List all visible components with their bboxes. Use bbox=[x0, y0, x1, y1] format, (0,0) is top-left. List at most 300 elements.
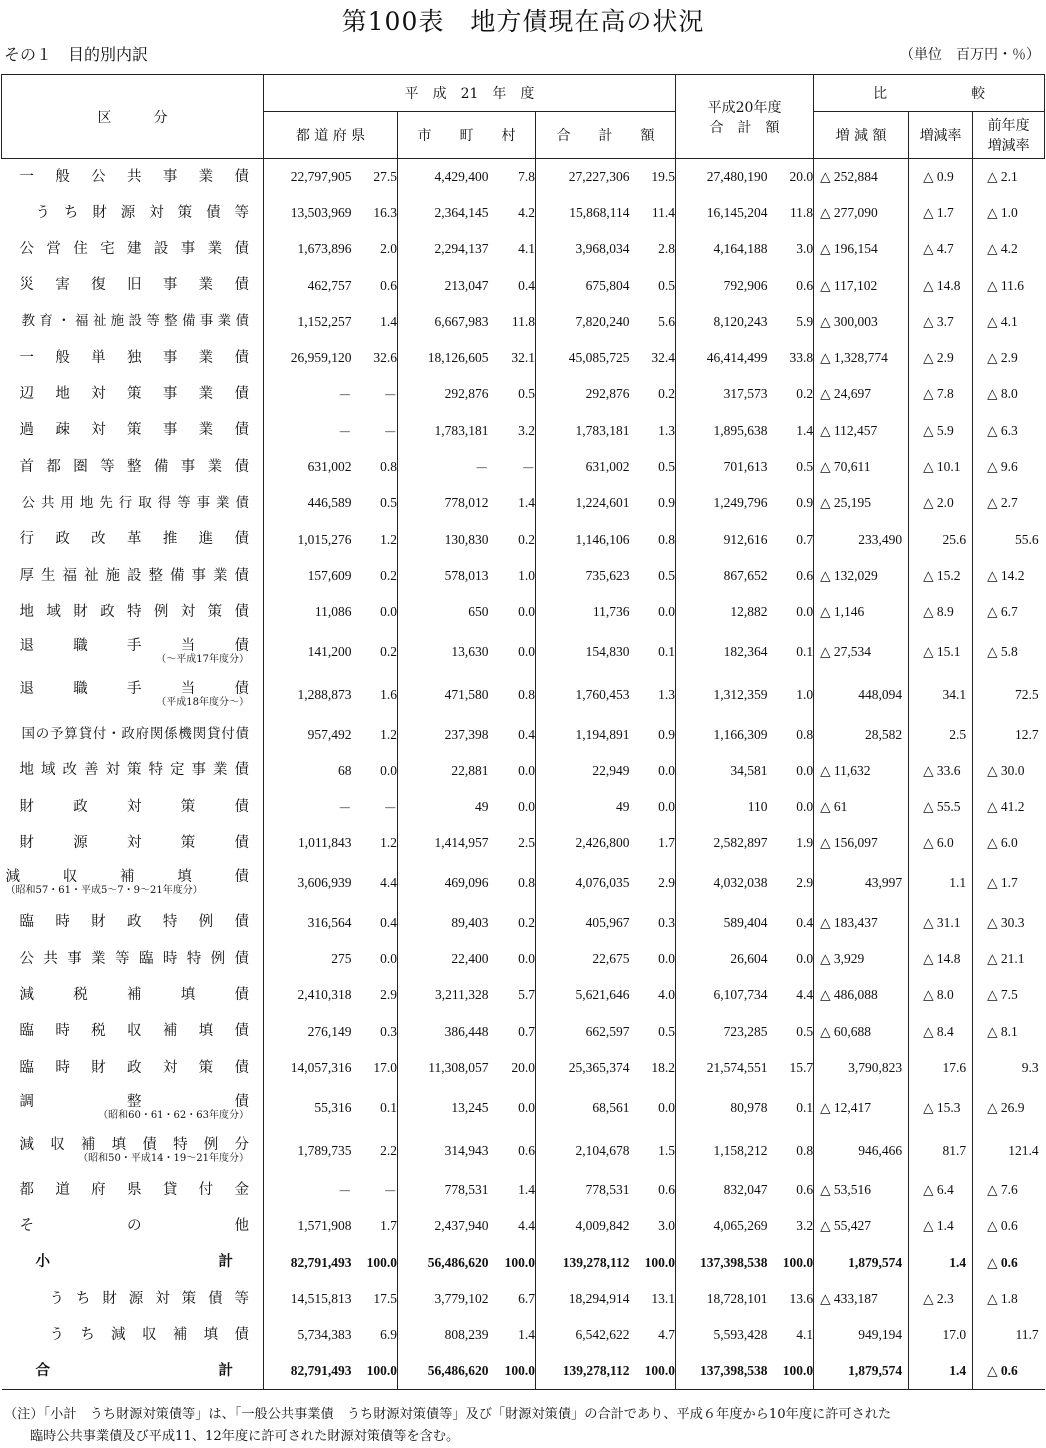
table-body bbox=[2, 159, 1045, 1390]
table-cell: 2.9 bbox=[630, 862, 676, 905]
table-cell: △ 30.0 bbox=[987, 762, 1025, 778]
table-cell: 0.5 bbox=[768, 1013, 814, 1049]
table-cell: 22,797,905 bbox=[290, 168, 352, 184]
row-label bbox=[2, 594, 264, 630]
table-cell: △ 196,154 bbox=[814, 231, 909, 267]
table-cell: △ 21.1 bbox=[987, 950, 1025, 966]
row-label bbox=[2, 340, 264, 376]
table-cell: 2.0 bbox=[352, 231, 398, 267]
table-cell: 0.0 bbox=[489, 594, 536, 630]
table-cell: △ 11.6 bbox=[987, 277, 1024, 293]
row-label-text: 一般公共事業債 bbox=[19, 168, 249, 185]
table-cell: 11.8 bbox=[489, 304, 536, 340]
table-cell: 1.7 bbox=[352, 1208, 398, 1244]
table-cell: 6.9 bbox=[352, 1317, 398, 1353]
table-cell: 386,448 bbox=[444, 1023, 489, 1039]
table-cell: 12,882 bbox=[730, 604, 768, 620]
table-row bbox=[2, 376, 1045, 412]
table-cell: 17.5 bbox=[352, 1281, 398, 1317]
debt-table bbox=[1, 74, 1045, 1390]
table-cell: 34.1 bbox=[909, 673, 973, 716]
table-cell: 130,830 bbox=[444, 531, 489, 547]
table-cell: 792,906 bbox=[723, 277, 768, 293]
table-cell: 33.8 bbox=[768, 340, 814, 376]
table-cell: △ 1.7 bbox=[909, 195, 973, 231]
table-cell: △ 0.6 bbox=[973, 1354, 1045, 1390]
table-cell: 0.4 bbox=[489, 716, 536, 752]
table-cell: △ 2.9 bbox=[987, 350, 1018, 366]
table-cell: △ 33.6 bbox=[909, 753, 973, 789]
table-cell: 5,734,383 bbox=[297, 1327, 352, 1343]
table-cell: △ 433,187 bbox=[814, 1281, 909, 1317]
table-cell: 0.0 bbox=[630, 789, 676, 825]
table-cell: △ 11,632 bbox=[814, 753, 909, 789]
table-cell: 631,002 bbox=[585, 459, 630, 475]
table-cell: 213,047 bbox=[444, 277, 489, 293]
table-cell: 1,414,957 bbox=[434, 835, 489, 851]
table-cell: 137,398,538 bbox=[700, 1254, 768, 1270]
table-row bbox=[2, 716, 1045, 752]
table-cell: 2,364,145 bbox=[434, 204, 489, 220]
table-cell: 4,009,842 bbox=[575, 1218, 630, 1234]
table-cell: 55.6 bbox=[1014, 531, 1039, 547]
table-cell: △ 31.1 bbox=[909, 905, 973, 941]
row-label-note: （昭和60・61・62・63年度分） bbox=[98, 1109, 249, 1121]
table-row bbox=[2, 521, 1045, 557]
table-row bbox=[2, 1281, 1045, 1317]
table-row bbox=[2, 753, 1045, 789]
table-cell: △ 5.9 bbox=[909, 413, 973, 449]
table-cell: 0.2 bbox=[489, 905, 536, 941]
table-cell: 72.5 bbox=[1014, 686, 1039, 702]
table-cell: 0.0 bbox=[352, 594, 398, 630]
table-cell: 631,002 bbox=[307, 459, 352, 475]
row-label bbox=[2, 673, 264, 716]
table-cell: 11,086 bbox=[314, 604, 352, 620]
table-cell: 32.4 bbox=[630, 340, 676, 376]
table-cell: 832,047 bbox=[723, 1182, 768, 1198]
row-label bbox=[2, 1208, 264, 1244]
table-cell: 4.4 bbox=[352, 862, 398, 905]
table-cell: △ 2.1 bbox=[987, 168, 1018, 184]
table-cell: 26,604 bbox=[730, 950, 768, 966]
table-cell: － bbox=[338, 424, 352, 440]
table-cell: － bbox=[352, 413, 398, 449]
table-cell: 0.7 bbox=[489, 1013, 536, 1049]
table-cell: 0.4 bbox=[352, 905, 398, 941]
table-row bbox=[2, 905, 1045, 941]
table-cell: 675,804 bbox=[585, 277, 630, 293]
table-cell: 0.2 bbox=[352, 558, 398, 594]
table-cell: 139,278,112 bbox=[562, 1254, 630, 1270]
table-cell: △ 183,437 bbox=[814, 905, 909, 941]
table-cell: △ 277,090 bbox=[814, 195, 909, 231]
table-cell: 0.9 bbox=[630, 716, 676, 752]
row-label bbox=[2, 1172, 264, 1208]
table-cell: 3,211,328 bbox=[435, 987, 489, 1003]
row-label-note: （～平成17年度分） bbox=[156, 653, 249, 665]
table-cell: 1,146,106 bbox=[575, 531, 630, 547]
table-cell: 0.5 bbox=[630, 558, 676, 594]
row-label-text: 都道府県貸付金 bbox=[19, 1181, 249, 1198]
table-cell: 2.9 bbox=[768, 862, 814, 905]
table-cell: △ 156,097 bbox=[814, 825, 909, 861]
table-cell: 43,997 bbox=[814, 862, 909, 905]
row-label bbox=[2, 753, 264, 789]
table-cell: 22,675 bbox=[592, 950, 630, 966]
table-cell: 233,490 bbox=[814, 521, 909, 557]
row-label-text: 首都圏等整備事業債 bbox=[19, 458, 249, 475]
table-cell: 0.3 bbox=[352, 1013, 398, 1049]
table-cell: △ 15.2 bbox=[909, 558, 973, 594]
table-cell: △ 26.9 bbox=[987, 1099, 1025, 1115]
header-diff: 増 減 額 bbox=[814, 112, 909, 159]
table-cell: 12.7 bbox=[1014, 726, 1039, 742]
table-cell: 2,582,897 bbox=[713, 835, 768, 851]
table-cell: 778,012 bbox=[444, 495, 489, 511]
row-label bbox=[2, 630, 264, 673]
table-cell: 9.3 bbox=[1021, 1059, 1039, 1075]
table-cell: 1,158,212 bbox=[713, 1142, 768, 1158]
row-label-text: 公共用地先行取得等事業債 bbox=[21, 494, 249, 511]
table-cell: 469,096 bbox=[444, 875, 489, 891]
table-cell: － bbox=[352, 376, 398, 412]
table-cell: 6,107,734 bbox=[713, 987, 768, 1003]
header-muni: 市 町 村 bbox=[398, 112, 536, 159]
table-cell: △ 8.4 bbox=[909, 1013, 973, 1049]
table-row bbox=[2, 413, 1045, 449]
row-label-text: 小計 bbox=[35, 1253, 233, 1271]
row-label-note: （平成18年度分～） bbox=[156, 696, 249, 708]
row-label-text: 調整債 bbox=[19, 1093, 249, 1110]
footnote-line2: 臨時公共事業債及び平成11、12年度に許可された財源対策債等を含む。 bbox=[30, 1429, 460, 1444]
row-label bbox=[2, 267, 264, 303]
table-cell: 4,164,188 bbox=[713, 241, 768, 257]
table-row bbox=[2, 304, 1045, 340]
table-cell: △ 7.8 bbox=[909, 376, 973, 412]
row-label bbox=[2, 1245, 264, 1281]
table-cell: 11.8 bbox=[768, 195, 814, 231]
table-cell: 11,736 bbox=[592, 604, 630, 620]
header-h20-line2: 合 計 額 bbox=[709, 119, 780, 136]
table-cell: 4.4 bbox=[768, 977, 814, 1013]
footnote-line1: （注）「小計 うち財源対策債等」は、「一般公共事業債 うち財源対策債等」及び「財源対策債」の合計であり、平成６年度から10年度に許可された bbox=[4, 1407, 892, 1422]
table-cell: △ 25,195 bbox=[814, 485, 909, 521]
table-row bbox=[2, 1317, 1045, 1353]
row-label-note: （昭和57・61・平成5～7・9～21年度分） bbox=[5, 885, 203, 897]
table-cell: 110 bbox=[747, 799, 768, 815]
table-cell: 1.0 bbox=[768, 673, 814, 716]
row-label-text: 公共事業等臨時特例債 bbox=[19, 950, 249, 967]
table-cell: 1,783,181 bbox=[434, 422, 489, 438]
table-cell: 2,437,940 bbox=[434, 1218, 489, 1234]
table-cell: 13.1 bbox=[630, 1281, 676, 1317]
table-cell: 13,503,969 bbox=[290, 204, 352, 220]
table-cell: 6,667,983 bbox=[434, 313, 489, 329]
table-cell: 68,561 bbox=[592, 1099, 630, 1115]
table-cell: 0.5 bbox=[768, 449, 814, 485]
table-cell: 89,403 bbox=[451, 914, 489, 930]
row-label bbox=[2, 485, 264, 521]
table-cell: 0.0 bbox=[630, 594, 676, 630]
table-cell: 34,581 bbox=[730, 762, 768, 778]
table-cell: 27.5 bbox=[352, 159, 398, 195]
table-cell: 0.8 bbox=[489, 862, 536, 905]
table-cell: △ 0.9 bbox=[909, 159, 973, 195]
table-cell: 0.1 bbox=[768, 1086, 814, 1129]
table-cell: 1,288,873 bbox=[297, 686, 352, 702]
table-cell: 20.0 bbox=[489, 1050, 536, 1086]
table-cell: 1,760,453 bbox=[575, 686, 630, 702]
table-row bbox=[2, 594, 1045, 630]
table-cell: 4.0 bbox=[630, 977, 676, 1013]
table-cell: 18,728,101 bbox=[706, 1291, 768, 1307]
table-cell: 100.0 bbox=[630, 1245, 676, 1281]
table-cell: 0.2 bbox=[630, 376, 676, 412]
table-cell: △ 8.1 bbox=[987, 1023, 1018, 1039]
table-cell: 5.6 bbox=[630, 304, 676, 340]
row-label bbox=[2, 716, 264, 752]
row-label-text: うち減収補填債 bbox=[49, 1327, 249, 1344]
row-label bbox=[2, 1050, 264, 1086]
row-label-text: 国の予算貸付・政府関係機関貸付債 bbox=[21, 725, 249, 742]
table-cell: △ 14.2 bbox=[987, 567, 1025, 583]
row-label-text: 公営住宅建設事業債 bbox=[19, 240, 249, 257]
table-cell: △ 6.7 bbox=[987, 604, 1018, 620]
table-cell: 2,410,318 bbox=[297, 987, 352, 1003]
row-label bbox=[2, 231, 264, 267]
table-cell: 0.1 bbox=[352, 1086, 398, 1129]
row-label-text: 減税補填債 bbox=[19, 986, 249, 1003]
table-cell: 22,881 bbox=[451, 762, 489, 778]
row-label bbox=[2, 558, 264, 594]
table-cell: 0.1 bbox=[768, 630, 814, 673]
table-cell: 446,589 bbox=[307, 495, 352, 511]
table-cell: 55,316 bbox=[314, 1099, 352, 1115]
table-cell: 17.6 bbox=[909, 1050, 973, 1086]
table-cell: 100.0 bbox=[768, 1245, 814, 1281]
table-cell: 2.5 bbox=[909, 716, 973, 752]
table-cell: 46,414,499 bbox=[706, 350, 768, 366]
table-cell: △ 1.0 bbox=[987, 204, 1018, 220]
table-cell: 0.0 bbox=[630, 1086, 676, 1129]
table-cell: 778,531 bbox=[444, 1182, 489, 1198]
row-label bbox=[2, 862, 264, 905]
table-cell: 912,616 bbox=[723, 531, 768, 547]
table-cell: 3,779,102 bbox=[434, 1291, 489, 1307]
table-cell: 1.6 bbox=[352, 673, 398, 716]
table-cell: △ 14.8 bbox=[909, 267, 973, 303]
table-cell: － bbox=[352, 789, 398, 825]
row-label-text: 行政改革推進債 bbox=[19, 531, 249, 548]
table-cell: 316,564 bbox=[307, 914, 352, 930]
table-cell: △ 55,427 bbox=[814, 1208, 909, 1244]
table-cell: 17.0 bbox=[352, 1050, 398, 1086]
table-cell: 292,876 bbox=[585, 386, 630, 402]
table-cell: △ 6.0 bbox=[909, 825, 973, 861]
table-cell: 275 bbox=[331, 950, 352, 966]
table-cell: △ 9.6 bbox=[987, 459, 1018, 475]
row-label-text: 災害復旧事業債 bbox=[19, 277, 249, 294]
table-cell: 2.5 bbox=[489, 825, 536, 861]
row-label bbox=[2, 905, 264, 941]
table-cell: △ 14.8 bbox=[909, 941, 973, 977]
table-cell: △ 15.3 bbox=[909, 1086, 973, 1129]
table-row bbox=[2, 558, 1045, 594]
table-cell: 1.4 bbox=[489, 1172, 536, 1208]
table-cell: 1.1 bbox=[909, 862, 973, 905]
table-cell: △ 300,003 bbox=[814, 304, 909, 340]
table-cell: 0.6 bbox=[489, 1129, 536, 1172]
table-cell: 723,285 bbox=[723, 1023, 768, 1039]
table-cell: 8,120,243 bbox=[713, 313, 768, 329]
table-cell: 13,630 bbox=[451, 643, 489, 659]
table-cell: △ 55.5 bbox=[909, 789, 973, 825]
table-cell: △ 0.6 bbox=[987, 1218, 1018, 1234]
table-cell: 1,673,896 bbox=[297, 241, 352, 257]
header-h20-line1: 平成20年度 bbox=[707, 99, 782, 116]
row-label-text: 臨時税収補填債 bbox=[19, 1023, 249, 1040]
table-cell: 0.0 bbox=[489, 753, 536, 789]
table-cell: △ 8.9 bbox=[909, 594, 973, 630]
row-label bbox=[2, 159, 264, 195]
table-cell: 1.7 bbox=[630, 825, 676, 861]
table-cell: 0.0 bbox=[630, 753, 676, 789]
header-h20 bbox=[676, 75, 814, 159]
table-cell: 4,065,269 bbox=[713, 1218, 768, 1234]
table-cell: △ 4.2 bbox=[987, 241, 1018, 257]
table-cell: 5.9 bbox=[768, 304, 814, 340]
table-cell: 4.4 bbox=[489, 1208, 536, 1244]
table-cell: 3.2 bbox=[489, 413, 536, 449]
row-label-text: 地域財政特例対策債 bbox=[19, 603, 249, 620]
row-label-text: 臨時財政特例債 bbox=[19, 914, 249, 931]
table-cell: 589,404 bbox=[723, 914, 768, 930]
table-cell: 314,943 bbox=[444, 1142, 489, 1158]
table-cell: △ 4.1 bbox=[987, 313, 1018, 329]
table-cell: 1.4 bbox=[909, 1354, 973, 1390]
table-cell: 4,429,400 bbox=[434, 168, 489, 184]
table-cell: － bbox=[338, 1184, 352, 1200]
table-cell: △ 2.3 bbox=[909, 1281, 973, 1317]
table-cell: 0.9 bbox=[768, 485, 814, 521]
row-label bbox=[2, 1354, 264, 1390]
row-label-text: 退職手当債 bbox=[19, 638, 249, 655]
row-label-text: 過疎対策事業債 bbox=[19, 422, 249, 439]
row-label bbox=[2, 825, 264, 861]
row-label-note: （昭和50・平成14・19～21年度分） bbox=[78, 1152, 249, 1164]
table-cell: 28,582 bbox=[814, 716, 909, 752]
table-cell: △ 53,516 bbox=[814, 1172, 909, 1208]
table-cell: 1.9 bbox=[768, 825, 814, 861]
table-cell: 56,486,620 bbox=[398, 1354, 489, 1390]
table-cell: 11.7 bbox=[1015, 1327, 1039, 1343]
row-label-text: 退職手当債 bbox=[19, 681, 249, 698]
table-cell: 3,606,939 bbox=[297, 875, 352, 891]
table-cell: 26,959,120 bbox=[290, 350, 352, 366]
table-cell: 578,013 bbox=[444, 567, 489, 583]
table-cell: 867,652 bbox=[723, 567, 768, 583]
table-cell: 1,152,257 bbox=[297, 313, 352, 329]
table-cell: 18,294,914 bbox=[568, 1291, 630, 1307]
table-cell: 100.0 bbox=[489, 1354, 536, 1390]
table-cell: △ 112,457 bbox=[814, 413, 909, 449]
table-cell: 735,623 bbox=[585, 567, 630, 583]
table-cell: 778,531 bbox=[585, 1182, 630, 1198]
table-cell: △ 8.0 bbox=[987, 386, 1018, 402]
table-cell: 0.2 bbox=[352, 630, 398, 673]
table-cell: 68 bbox=[338, 762, 352, 778]
table-cell: 11.4 bbox=[630, 195, 676, 231]
table-cell: 6.7 bbox=[489, 1281, 536, 1317]
table-cell: 1,015,276 bbox=[297, 531, 352, 547]
table-cell: 0.2 bbox=[768, 376, 814, 412]
table-cell: △ 2.7 bbox=[987, 495, 1018, 511]
table-cell: △ 41.2 bbox=[987, 799, 1025, 815]
table-cell: △ 132,029 bbox=[814, 558, 909, 594]
table-row bbox=[2, 449, 1045, 485]
table-cell: 81.7 bbox=[909, 1129, 973, 1172]
page-title: 第100表 地方債現在高の状況 bbox=[341, 7, 705, 36]
table-cell: △ 6.3 bbox=[987, 422, 1018, 438]
table-cell: 5,621,646 bbox=[575, 987, 630, 1003]
table-cell: △ 70,611 bbox=[814, 449, 909, 485]
table-cell: 100.0 bbox=[352, 1245, 398, 1281]
row-label-text: 財源対策債 bbox=[19, 835, 249, 852]
table-cell: 19.5 bbox=[630, 159, 676, 195]
table-cell: 100.0 bbox=[352, 1354, 398, 1390]
table-cell: 22,949 bbox=[592, 762, 630, 778]
table-cell: 56,486,620 bbox=[427, 1254, 489, 1270]
table-cell: △ 3,929 bbox=[814, 941, 909, 977]
row-label-text: うち財源対策債等 bbox=[35, 204, 249, 221]
table-cell: △ 252,884 bbox=[814, 159, 909, 195]
row-label-text: その他 bbox=[19, 1218, 249, 1235]
table-cell: 0.7 bbox=[768, 521, 814, 557]
table-cell: 2.8 bbox=[630, 231, 676, 267]
table-cell: 15,868,114 bbox=[569, 204, 630, 220]
table-cell: 157,609 bbox=[307, 567, 352, 583]
table-cell: 1.3 bbox=[630, 413, 676, 449]
header-compare: 比 較 bbox=[814, 75, 1045, 112]
table-cell: 3,968,034 bbox=[575, 241, 630, 257]
table-cell: 0.0 bbox=[489, 789, 536, 825]
table-row bbox=[2, 941, 1045, 977]
table-cell: △ 60,688 bbox=[814, 1013, 909, 1049]
table-cell: 1,194,891 bbox=[575, 726, 630, 742]
table-cell: － bbox=[352, 1172, 398, 1208]
table-cell: △ 7.5 bbox=[987, 987, 1018, 1003]
table-cell: 20.0 bbox=[768, 159, 814, 195]
row-label bbox=[2, 195, 264, 231]
table-cell: 4.2 bbox=[489, 195, 536, 231]
table-cell: △ 30.3 bbox=[987, 914, 1025, 930]
table-cell: △ 15.1 bbox=[909, 630, 973, 673]
table-cell: 2,104,678 bbox=[575, 1142, 630, 1158]
table-cell: 0.9 bbox=[630, 485, 676, 521]
table-cell: 237,398 bbox=[444, 726, 489, 742]
table-cell: 276,149 bbox=[307, 1023, 352, 1039]
header-pref: 都 道 府 県 bbox=[264, 112, 398, 159]
table-cell: 14,515,813 bbox=[290, 1291, 352, 1307]
table-cell: 13.6 bbox=[768, 1281, 814, 1317]
row-label-text: 合計 bbox=[35, 1362, 233, 1380]
table-row bbox=[2, 1354, 1045, 1390]
table-cell: 0.8 bbox=[768, 716, 814, 752]
table-cell: 17.0 bbox=[909, 1317, 973, 1353]
table-cell: 0.5 bbox=[489, 376, 536, 412]
table-cell: 1.2 bbox=[352, 825, 398, 861]
